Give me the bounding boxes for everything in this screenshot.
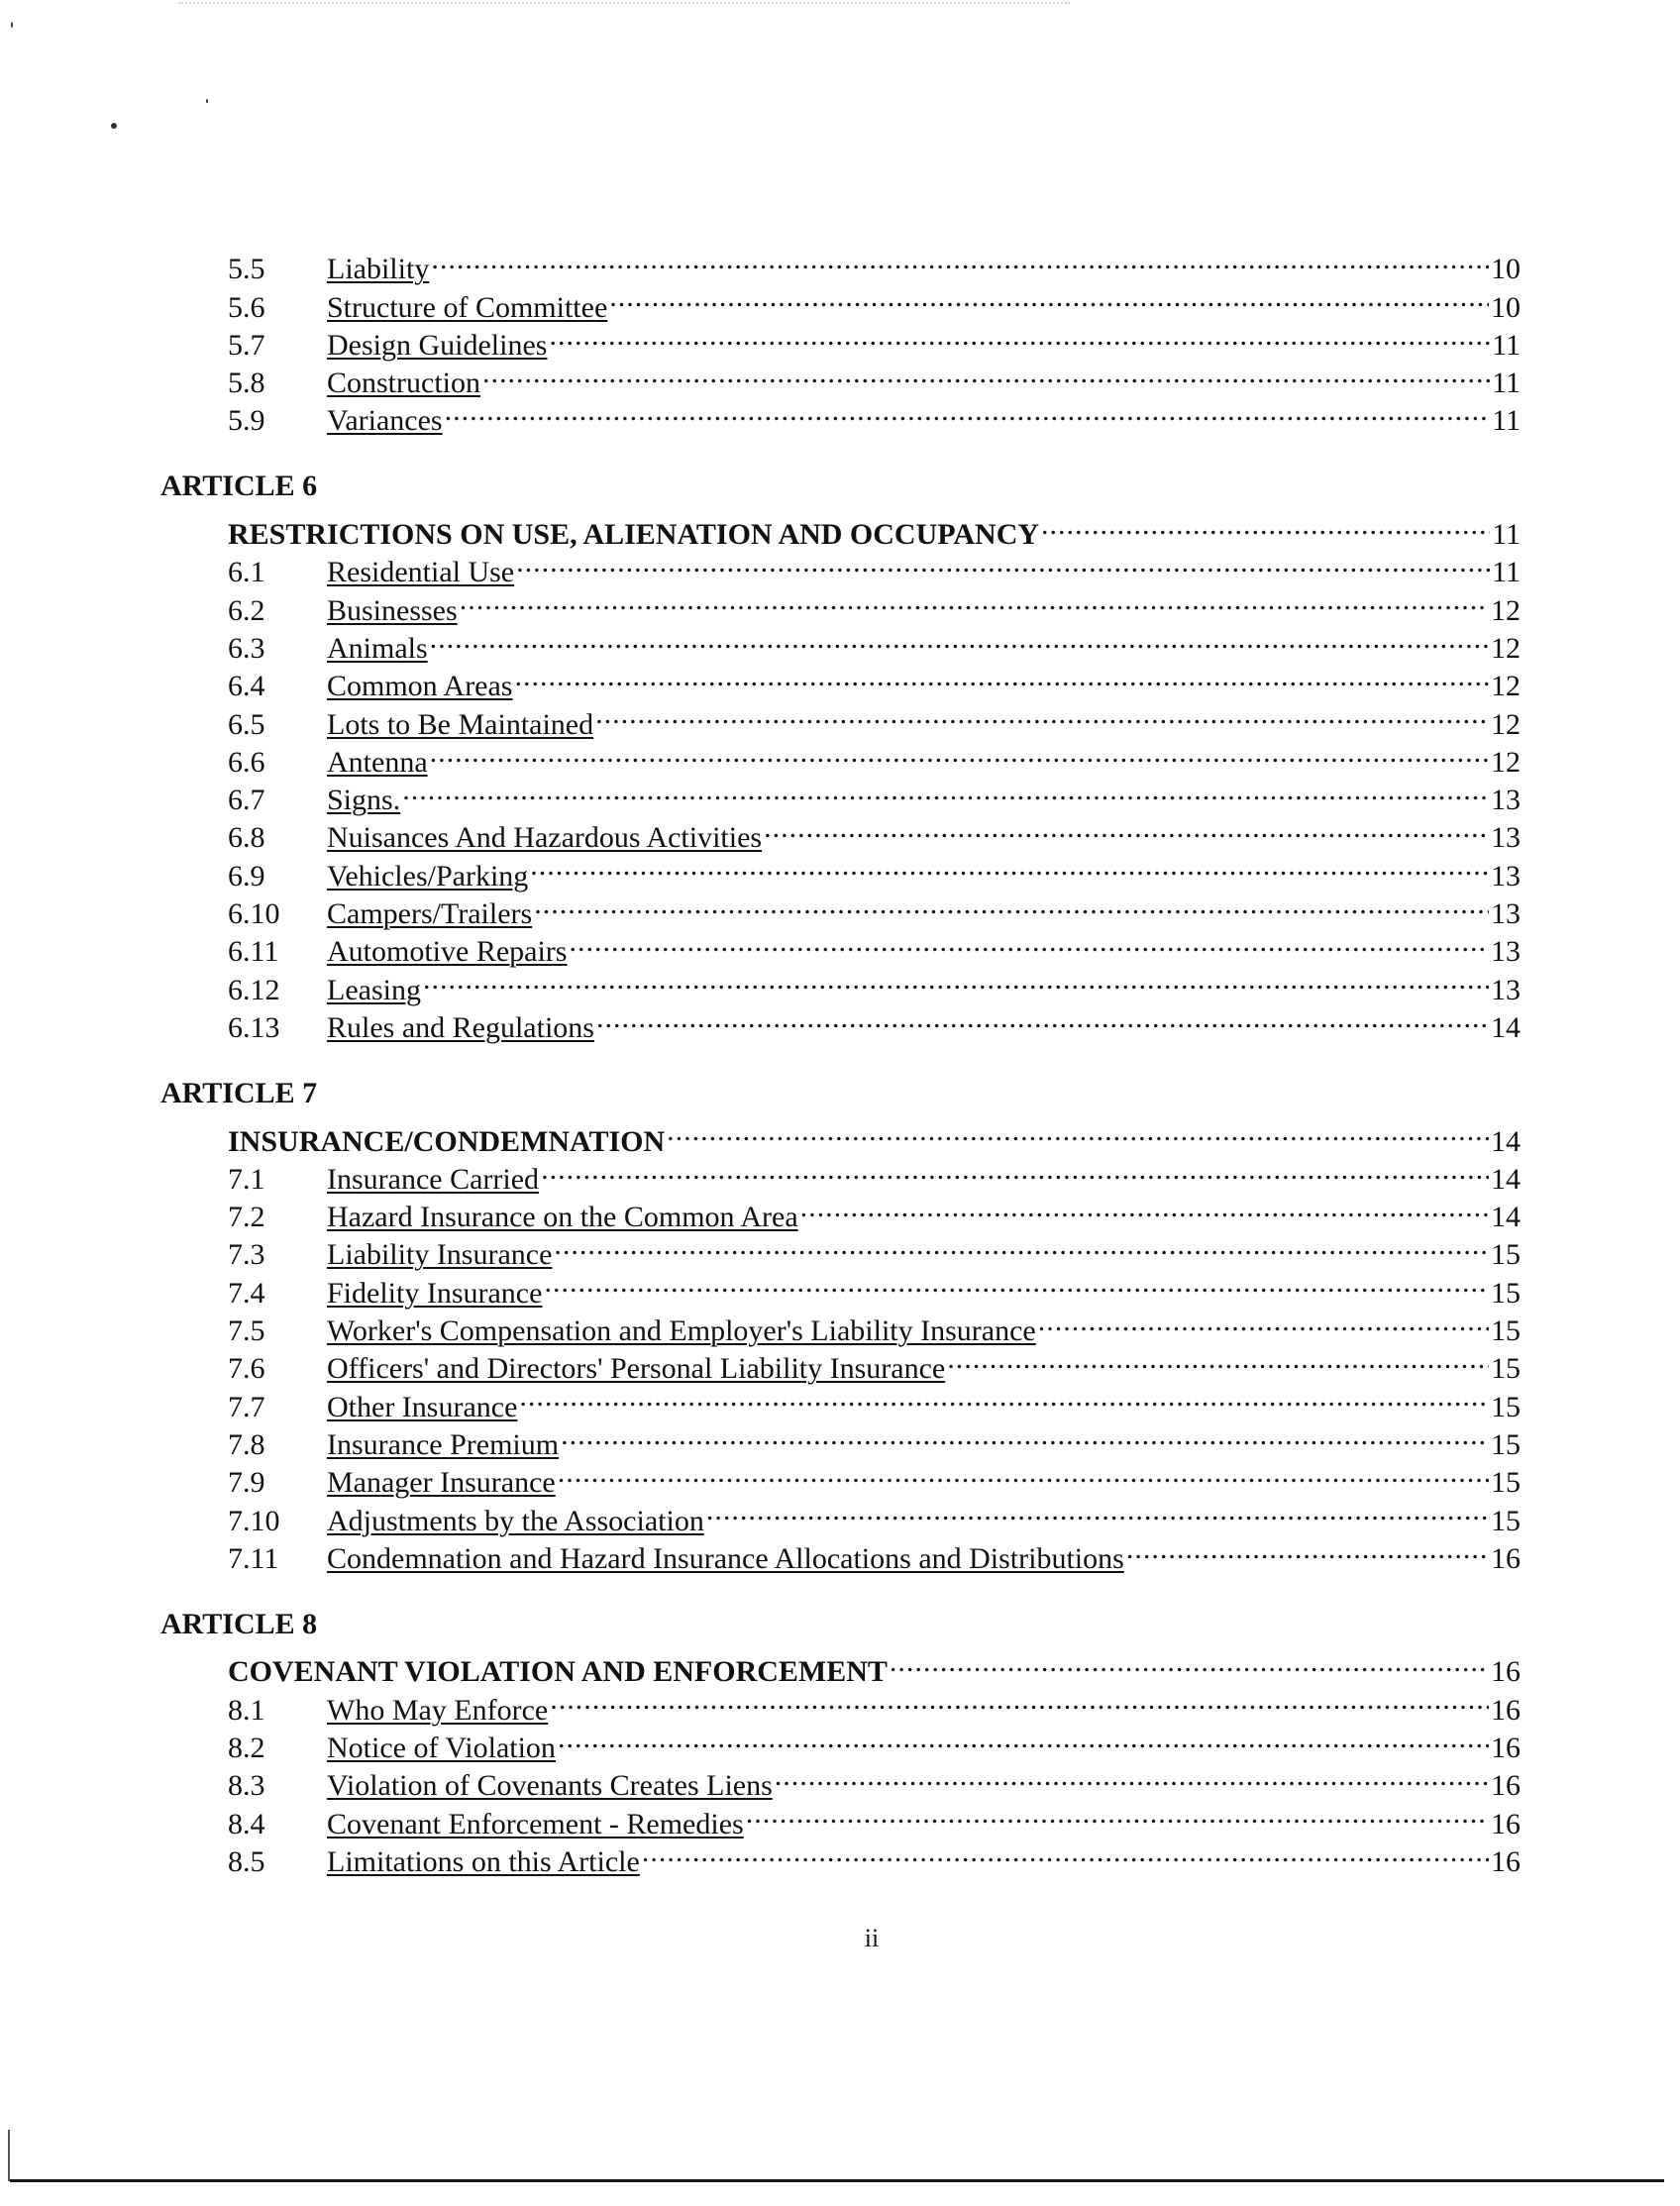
scan-bottom-corner <box>8 2130 10 2181</box>
toc-entry-number: 5.6 <box>228 290 265 324</box>
toc-entry <box>228 241 1521 286</box>
toc-entry-page: 14 <box>1491 1162 1521 1196</box>
toc-entry-title: Who May Enforce <box>327 1693 549 1727</box>
toc-entry-page: 12 <box>1491 670 1521 703</box>
toc-entry-page: 11 <box>1492 367 1521 400</box>
dot-leader <box>569 923 1489 961</box>
toc-entry-page: 13 <box>1491 784 1521 817</box>
dot-leader <box>1126 1530 1489 1568</box>
toc-entry-page: 15 <box>1491 1352 1521 1386</box>
dot-leader <box>561 1417 1489 1454</box>
dot-leader <box>596 999 1489 1037</box>
toc-entry-page: 13 <box>1491 859 1521 893</box>
scan-artifact-top <box>178 2 1070 6</box>
toc-entry-page: 12 <box>1491 593 1521 627</box>
toc-articles <box>160 430 1521 1878</box>
article-heading-page: 16 <box>1491 1655 1521 1689</box>
toc-entry-number: 7.5 <box>228 1314 265 1348</box>
dot-leader <box>947 1340 1489 1378</box>
toc-entry-number: 7.10 <box>228 1504 280 1537</box>
toc-entry-page: 16 <box>1491 1807 1521 1840</box>
dot-leader <box>460 581 1489 619</box>
toc-article-section <box>160 1606 1521 1878</box>
toc-entry-title: Variances <box>327 404 443 438</box>
toc-entry-title: Insurance Premium <box>327 1427 560 1461</box>
toc-entry-number: 8.1 <box>228 1693 265 1727</box>
toc-entry-number: 8.2 <box>228 1731 265 1764</box>
toc-entry-page: 16 <box>1491 1693 1521 1727</box>
article-heading-title: RESTRICTIONS ON USE, ALIENATION AND OCCUPANCY <box>228 518 1040 552</box>
dot-leader <box>764 809 1489 847</box>
toc-entry-number: 8.5 <box>228 1844 265 1878</box>
toc-entry-number: 6.13 <box>228 1010 280 1044</box>
toc-entry-number: 5.7 <box>228 328 265 362</box>
toc-entry-title: Covenant Enforcement - Remedies <box>327 1807 744 1840</box>
toc-entry-page: 15 <box>1491 1314 1521 1348</box>
dot-leader <box>430 620 1489 658</box>
page-number: ii <box>864 1924 880 1952</box>
dot-leader <box>534 886 1489 923</box>
toc-entry-number: 7.8 <box>228 1427 265 1461</box>
toc-entry-number: 6.9 <box>228 859 265 893</box>
toc-entry-number: 7.9 <box>228 1466 265 1500</box>
toc-entry-number: 7.7 <box>228 1390 265 1423</box>
dot-leader <box>549 317 1490 355</box>
dot-leader <box>609 278 1489 316</box>
toc-entry-title: Businesses <box>327 593 458 627</box>
table-of-contents <box>160 241 1521 1878</box>
toc-entry-title: Structure of Committee <box>327 290 608 324</box>
article-heading-title: INSURANCE/CONDEMNATION <box>228 1124 666 1158</box>
toc-entry-title: Liability Insurance <box>327 1238 553 1272</box>
toc-entry-page: 13 <box>1491 897 1521 931</box>
dot-leader <box>800 1189 1489 1226</box>
dot-leader <box>595 695 1489 733</box>
toc-entry-title: Construction <box>327 367 480 400</box>
dot-leader <box>402 772 1489 809</box>
toc-entry-page: 16 <box>1491 1769 1521 1803</box>
dot-leader <box>430 734 1489 772</box>
toc-entry-title: Fidelity Insurance <box>327 1276 543 1310</box>
toc-entry-number: 6.10 <box>228 897 280 931</box>
toc-entry-page: 10 <box>1491 290 1521 324</box>
toc-entry-number: 6.2 <box>228 593 265 627</box>
toc-entry-title: Animals <box>327 631 428 665</box>
toc-entry-number: 6.1 <box>228 556 265 589</box>
toc-entry-title: Condemnation and Hazard Insurance Allocations and Distributions <box>327 1541 1124 1575</box>
toc-entry-title: Rules and Regulations <box>327 1010 594 1044</box>
toc-entry-page: 15 <box>1491 1238 1521 1272</box>
toc-entry-number: 6.4 <box>228 670 265 703</box>
toc-entry-page: 16 <box>1491 1541 1521 1575</box>
toc-entry-page: 11 <box>1492 556 1521 589</box>
toc-entry-page: 14 <box>1491 1201 1521 1234</box>
toc-entry-number: 6.6 <box>228 745 265 779</box>
article-label: ARTICLE 8 <box>160 1607 318 1640</box>
toc-entry-title: Hazard Insurance on the Common Area <box>327 1201 798 1234</box>
toc-entry-title: Manager Insurance <box>327 1466 556 1500</box>
toc-entry-page: 11 <box>1492 404 1521 438</box>
dot-leader <box>515 658 1490 695</box>
toc-entry-page: 16 <box>1491 1731 1521 1764</box>
dot-leader <box>423 961 1489 998</box>
article-heading <box>228 1643 1521 1689</box>
toc-entry-page: 12 <box>1491 745 1521 779</box>
toc-entry-number: 6.3 <box>228 631 265 665</box>
toc-entry-title: Worker's Compensation and Employer's Liability Insurance <box>327 1314 1036 1348</box>
toc-entry-number: 6.11 <box>228 935 279 969</box>
toc-entry-page: 13 <box>1491 935 1521 969</box>
dot-leader <box>558 1720 1489 1757</box>
dot-leader <box>482 355 1490 392</box>
toc-entry-page: 12 <box>1491 631 1521 665</box>
scan-speck <box>111 123 117 129</box>
toc-article-section <box>160 1075 1521 1575</box>
article-heading <box>228 1112 1521 1158</box>
toc-entry-title: Leasing <box>327 973 421 1006</box>
toc-entry-title: Adjustments by the Association <box>327 1504 704 1537</box>
dot-leader <box>445 392 1491 430</box>
toc-entry-title: Residential Use <box>327 556 515 589</box>
dot-leader <box>519 1378 1489 1416</box>
toc-entry-number: 8.4 <box>228 1807 265 1840</box>
toc-entry-number: 7.1 <box>228 1162 265 1196</box>
toc-entry-page: 15 <box>1491 1504 1521 1537</box>
toc-entry-title: Limitations on this Article <box>327 1844 640 1878</box>
toc-entry-page: 13 <box>1491 973 1521 1006</box>
article-label: ARTICLE 6 <box>160 470 318 503</box>
toc-entry-number: 8.3 <box>228 1769 265 1803</box>
toc-entry-page: 11 <box>1492 328 1521 362</box>
toc-entry-title: Notice of Violation <box>327 1731 556 1764</box>
toc-entry-page: 15 <box>1491 1276 1521 1310</box>
toc-entry <box>228 809 1521 855</box>
toc-entry-title: Nuisances And Hazardous Activities <box>327 821 763 855</box>
dot-leader <box>890 1643 1489 1681</box>
toc-entry-title: Antenna <box>327 745 428 779</box>
toc-entry-title: Officers' and Directors' Personal Liability Insurance <box>327 1352 946 1386</box>
toc-continued-group <box>228 241 1521 438</box>
toc-entry-page: 12 <box>1491 707 1521 741</box>
toc-entry-title: Insurance Carried <box>327 1162 540 1196</box>
toc-entry-title: Automotive Repairs <box>327 935 568 969</box>
toc-entry-number: 7.6 <box>228 1352 265 1386</box>
toc-entry-number: 7.3 <box>228 1238 265 1272</box>
article-heading-page: 14 <box>1491 1124 1521 1158</box>
dot-leader <box>1038 1303 1489 1340</box>
toc-entry-page: 15 <box>1491 1427 1521 1461</box>
dot-leader <box>775 1757 1489 1795</box>
toc-entry-title: Lots to Be Maintained <box>327 707 594 741</box>
scan-speck <box>206 99 208 103</box>
toc-entry-number: 5.9 <box>228 404 265 438</box>
toc-entry-page: 13 <box>1491 821 1521 855</box>
dot-leader <box>530 847 1489 885</box>
dot-leader <box>516 544 1490 581</box>
dot-leader <box>431 241 1489 278</box>
toc-entry-page: 10 <box>1491 253 1521 286</box>
article-label: ARTICLE 7 <box>160 1076 318 1109</box>
dot-leader <box>554 1226 1489 1264</box>
article-heading-page: 11 <box>1492 518 1521 552</box>
dot-leader <box>544 1264 1489 1302</box>
dot-leader <box>541 1151 1489 1189</box>
toc-entry-number: 6.5 <box>228 707 265 741</box>
toc-entry-number: 5.5 <box>228 253 265 286</box>
toc-entry <box>228 772 1521 817</box>
dot-leader <box>667 1112 1489 1150</box>
dot-leader <box>706 1492 1489 1529</box>
toc-entry-title: Violation of Covenants Creates Liens <box>327 1769 773 1803</box>
toc-entry-title: Common Areas <box>327 670 513 703</box>
toc-entry-number: 7.11 <box>228 1541 279 1575</box>
toc-entry-page: 14 <box>1491 1010 1521 1044</box>
toc-entry-title: Campers/Trailers <box>327 897 533 931</box>
article-heading <box>228 506 1521 552</box>
toc-entry-title: Signs. <box>327 784 401 817</box>
scan-speck <box>11 22 13 28</box>
scan-bottom-rule <box>10 2179 1664 2182</box>
toc-entry-number: 6.8 <box>228 821 265 855</box>
dot-leader <box>642 1834 1489 1871</box>
toc-entry-number: 7.4 <box>228 1276 265 1310</box>
article-heading-title: COVENANT VIOLATION AND ENFORCEMENT <box>228 1655 888 1689</box>
dot-leader <box>746 1795 1489 1833</box>
dot-leader <box>1041 506 1490 544</box>
toc-entry-number: 5.8 <box>228 367 265 400</box>
toc-entry-title: Liability <box>327 253 430 286</box>
toc-entry-number: 7.2 <box>228 1201 265 1234</box>
toc-entry-title: Design Guidelines <box>327 328 548 362</box>
toc-entry-title: Other Insurance <box>327 1390 518 1423</box>
toc-entry-number: 6.7 <box>228 784 265 817</box>
dot-leader <box>558 1454 1489 1492</box>
dot-leader <box>550 1681 1489 1719</box>
toc-entry <box>228 999 1521 1044</box>
toc-entry-title: Vehicles/Parking <box>327 859 529 893</box>
toc-entry-page: 15 <box>1491 1390 1521 1423</box>
toc-entry-number: 6.12 <box>228 973 280 1006</box>
toc-entry-page: 15 <box>1491 1466 1521 1500</box>
toc-entry-page: 16 <box>1491 1844 1521 1878</box>
toc-article-section <box>160 468 1521 1044</box>
